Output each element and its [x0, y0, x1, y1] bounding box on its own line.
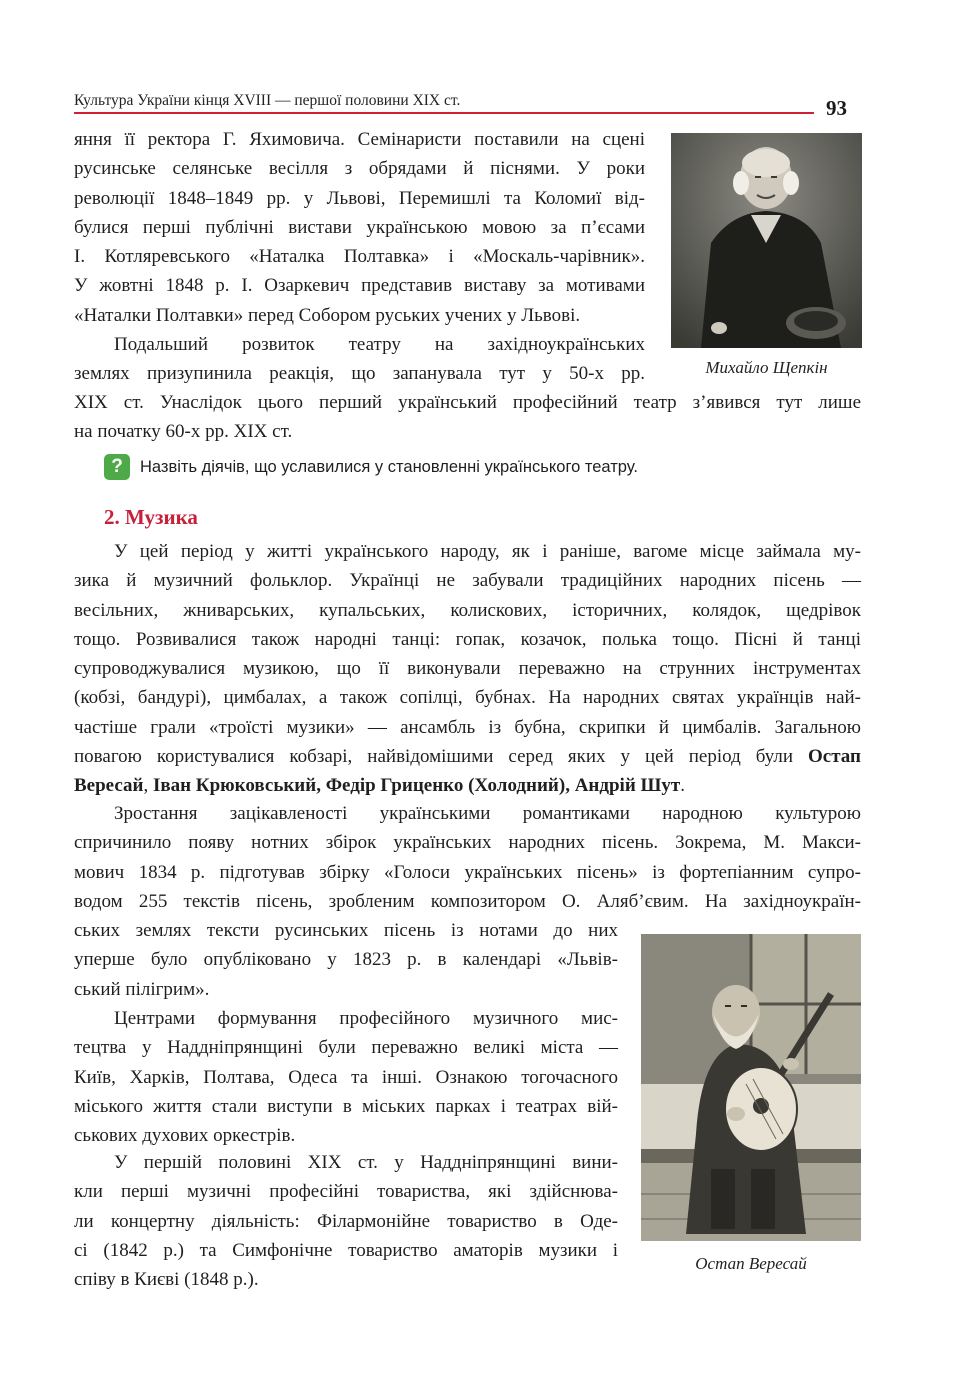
text-line [74, 771, 861, 800]
text-line: XIX ст. Унаслідок цього перший український професійний театр з’явився тут лише [74, 392, 861, 413]
text-span: . [680, 775, 685, 797]
question-text: Назвіть діячів, що уславилися у становленні українського театру. [140, 457, 638, 476]
text-line: ськових духових оркестрів. [74, 1125, 296, 1147]
text-line: кли перші музичні професійні товариства, які здійснюва- [74, 1181, 618, 1203]
portrait-illustration-icon [671, 133, 862, 348]
text-line: Київ, Харків, Полтава, Одеса та інші. Ознакою тогочасного [74, 1066, 618, 1088]
text-line: русинське селянське весілля з обрядами й піснями. У роки [74, 158, 645, 180]
text-line: уперше було опубліковано у 1823 р. в календарі «Львів- [74, 949, 618, 971]
text-span: повагою користувалися кобзарі, найвідомішими серед яких у цей період були [74, 746, 794, 768]
text-line: тощо. Розвивалися також народні танці: гопак, козачок, полька тощо. Пісні й танці [74, 628, 861, 650]
theatre-paragraph-2-narrow [74, 330, 645, 389]
bold-name: Вересай [74, 775, 144, 797]
theatre-paragraph-1 [74, 125, 645, 330]
text-line: мович 1834 р. підготував збірку «Голоси українських пісень» із фортепіанним супро- [74, 861, 861, 883]
text-line: водом 255 текстів пісень, зробленим композитором О. Аляб’євим. На західноукраїн- [74, 890, 861, 912]
text-line: революції 1848–1849 рр. у Львові, Перемишлі та Коломиї від- [74, 187, 645, 209]
text-line: міського життя стали виступи в міських парках і театрах вій- [74, 1095, 618, 1117]
text-line: супроводжувалися музикою, що її виконували переважно на струнних інструментах [74, 658, 861, 680]
header-rule [74, 112, 814, 114]
question-block [104, 454, 638, 480]
kobzar-illustration-icon [641, 934, 861, 1241]
section-title-music: 2. Музика [104, 505, 198, 529]
text-line: Подальший розвиток театру на західноукраїнських [114, 334, 645, 355]
text-line: тецтва у Наддніпрянщині були переважно великі міста — [74, 1037, 618, 1059]
music-paragraph-4 [74, 1148, 618, 1294]
text-line: Центрами формування професійного музичного мис- [114, 1008, 618, 1029]
veresai-engraving-image [641, 934, 861, 1241]
text-line: У першій половині XIX ст. у Наддніпрянщині вини- [114, 1152, 618, 1173]
text-line: на початку 60-х рр. XIX ст. [74, 421, 293, 443]
header-title: Культура України кінця XVIII — першої половини XIX ст. [74, 92, 461, 109]
text-line: спричинило появу нотних збірок українських народних пісень. Зокрема, М. Макси- [74, 832, 861, 854]
text-line: ський пілігрим». [74, 978, 210, 1000]
text-line: сі (1842 р.) та Симфонічне товариство аматорів музики і [74, 1239, 618, 1261]
text-line: Зростання зацікавленості українськими романтиками народною культурою [114, 803, 861, 824]
question-mark-icon: ? [104, 454, 130, 480]
text-line: яння її ректора Г. Яхимовича. Семінаристи поставили на сцені [74, 129, 645, 150]
shchepkin-portrait-image [671, 133, 862, 348]
music-paragraph-2-narrow [74, 916, 618, 1004]
text-span: , [143, 775, 153, 797]
text-line: зика й музичний фольклор. Українці не забували традиційних народних пісень — [74, 570, 861, 592]
shchepkin-caption: Михайло Щепкін [705, 358, 828, 377]
text-line: частіше грали «троїсті музики» — ансамбль із бубна, скрипки й цимбалів. Загальною [74, 716, 861, 738]
bold-names: Іван Крюковський, Федір Гриценко (Холодний), Андрій Шут [152, 775, 681, 797]
music-paragraph-2-full [74, 799, 861, 916]
text-line: У жовтні 1848 р. І. Озаркевич представив виставу за мотивами [74, 275, 645, 297]
text-line: весільних, жниварських, купальських, колискових, історичних, колядок, щедрівок [74, 599, 861, 621]
text-line: співу в Києві (1848 р.). [74, 1269, 259, 1291]
veresai-caption: Остап Вересай [695, 1254, 807, 1273]
music-paragraph-3 [74, 1004, 618, 1150]
text-line [74, 742, 861, 771]
text-line: (кобзі, бандурі), цимбалах, а також сопілці, бубнах. На народних святах українців най- [74, 687, 861, 709]
text-line: І. Котляревського «Наталка Полтавка» і «Москаль-чарівник». [74, 246, 645, 268]
text-line: ли концертну діяльність: Філармонійне товариство в Оде- [74, 1210, 618, 1232]
text-line: «Наталки Полтавки» перед Собором руських учених у Львові. [74, 304, 581, 326]
music-paragraph-1 [74, 537, 861, 801]
text-line: ських землях тексти русинських пісень із нотами до них [74, 920, 618, 941]
theatre-paragraph-2-full [74, 388, 861, 447]
text-line: булися перші публічні вистави українською мовою за п’єсами [74, 216, 645, 238]
running-header [74, 88, 814, 116]
bold-name: Остап [808, 746, 861, 768]
text-line: У цей період у житті українського народу, як і раніше, вагоме місце займала му- [114, 541, 861, 562]
text-line: землях призупинила реакція, що запанувала тут у 50-х рр. [74, 363, 645, 385]
page-number: 93 [826, 96, 847, 120]
